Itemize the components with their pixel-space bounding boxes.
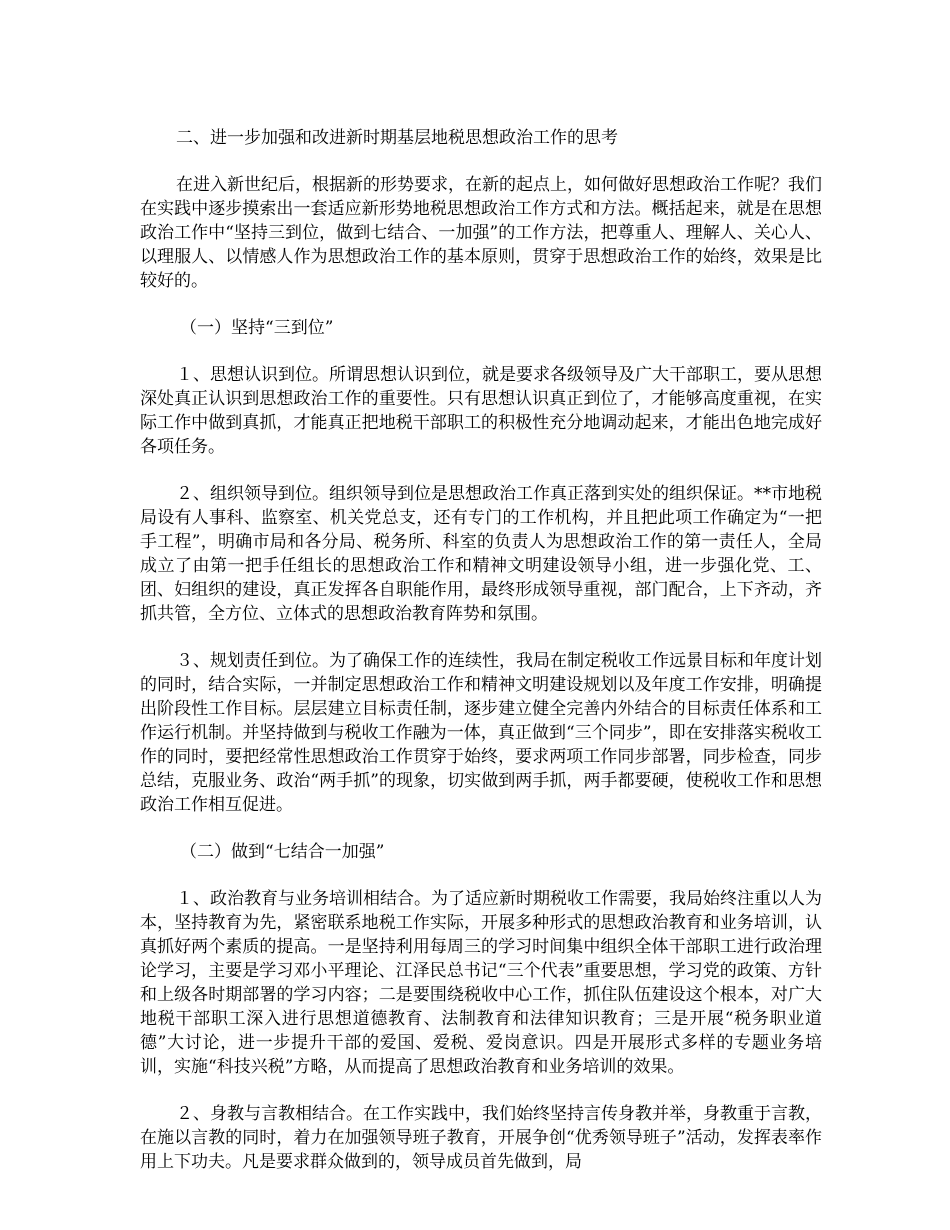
intro-paragraph: 在进入新世纪后，根据新的形势要求，在新的起点上，如何做好思想政治工作呢？我们在实践中逐步摸索出一套适应新形势地税思想政治工作方式和方法。概括起来，就是在思想政治工作中“坚持三到位，做到七结合、一加强”的工作方法，把尊重人、理解人、关心人、以理服人、以情感人作为思想政治工作的基本原则，贯穿于思想政治工作的始终，效果是比较好的。 xyxy=(140,175,822,291)
paragraph-planning-responsibility: ３、规划责任到位。为了确保工作的连续性，我局在制定税收工作远景目标和年度计划的同时，结合实际，一并制定思想政治工作和精神文明建设规划以及年度工作安排，明确提出阶段性工作目标。层层建立目标责任制，逐步建立健全完善内外结合的目标责任体系和工作运行机制。并坚持做到与税收工作融为一体，真正做到“三个同步”，即在安排落实税收工作的同时，要把经常性思想政治工作贯穿于始终，要求两项工作同步部署，同步检查，同步总结，克服业务、政治“两手抓”的现象，切实做到两手抓，两手都要硬，使税收工作和思想政治工作相互促进。 xyxy=(140,651,822,815)
section-title: 二、进一步加强和改进新时期基层地税思想政治工作的思考 xyxy=(176,128,618,148)
paragraph-political-education: １、政治教育与业务培训相结合。为了适应新时期税收工作需要，我局始终注重以人为本，坚持教育为先，紧密联系地税工作实际，开展多种形式的思想政治教育和业务培训，认真抓好两个素质的提高。一是坚持利用每周三的学习时间集中组织全体干部职工进行政治理论学习，主要是学习邓小平理论、江泽民总书记“三个代表”重要思想，学习党的政策、方针和上级各时期部署的学习内容；二是要围绕税收中心工作，抓住队伍建设这个根本，对广大地税干部职工深入进行思想道德教育、法制教育和法律知识教育；三是开展“税务职业道德”大讨论，进一步提升干部的爱国、爱税、爱岗意识。四是开展形式多样的专题业务培训，实施“科技兴税”方略，从而提高了思想政治教育和业务培训的效果。 xyxy=(140,889,822,1077)
document-page xyxy=(140,126,822,1197)
subsection-1-title: （一）坚持“三到位” xyxy=(180,318,334,338)
paragraph-example-and-teaching: ２、身教与言教相结合。在工作实践中，我们始终坚持言传身教并举，身教重于言教，在施以言教的同时，着力在加强领导班子教育，开展争创“优秀领导班子”活动，发挥表率作用上下功夫。凡是要求群众做到的，领导成员首先做到，局 xyxy=(140,1104,822,1172)
subsection-2-title: （二）做到“七结合一加强” xyxy=(180,842,385,862)
paragraph-organization-leadership: ２、组织领导到位。组织领导到位是思想政治工作真正落到实处的组织保证。**市地税局设有人事科、监察室、机关党总支，还有专门的工作机构，并且把此项工作确定为“一把手工程”，明确市局和各分局、税务所、科室的负责人为思想政治工作的第一责任人，全局成立了由第一把手任组长的思想政治工作和精神文明建设领导小组，进一步强化党、工、团、妇组织的建设，真正发挥各自职能作用，最终形成领导重视，部门配合，上下齐动，齐抓共管，全方位、立体式的思想政治教育阵势和氛围。 xyxy=(140,484,822,624)
paragraph-thought-awareness: １、思想认识到位。所谓思想认识到位，就是要求各级领导及广大干部职工，要从思想深处真正认识到思想政治工作的重要性。只有思想认识真正到位了，才能够高度重视，在实际工作中做到真抓，才能真正把地税干部职工的积极性充分地调动起来，才能出色地完成好各项任务。 xyxy=(140,365,822,457)
